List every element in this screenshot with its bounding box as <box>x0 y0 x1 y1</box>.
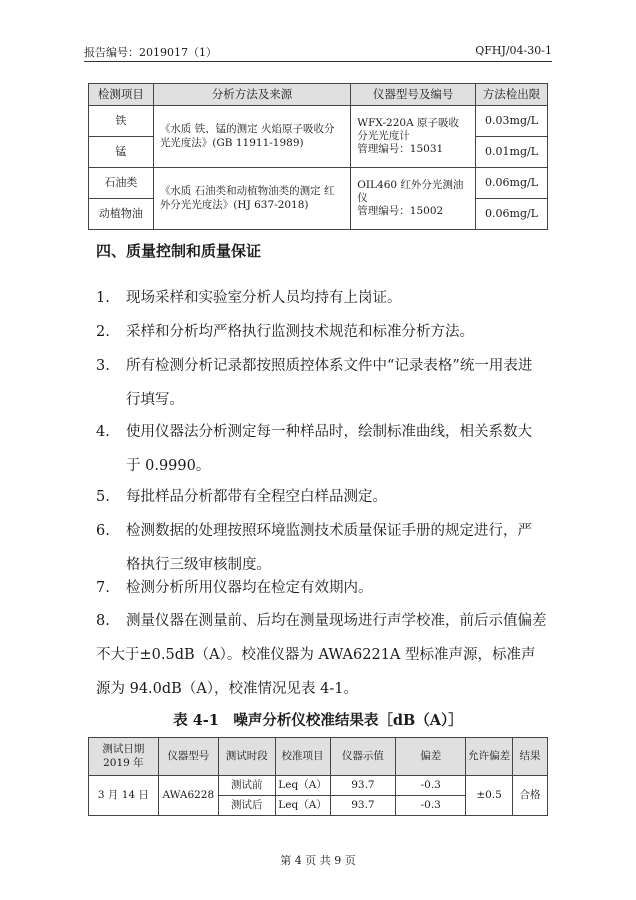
deviation: -0.3 <box>396 796 466 816</box>
page-number: 第 4 页 共 9 页 <box>280 854 356 867</box>
list-item-text: 使用仪器法分析测定每一种样品时，绘制标准曲线，相关系数大于 0.9990。 <box>126 424 532 474</box>
detection-limit: 0.01mg/L <box>476 137 548 168</box>
instrument-model: OIL460 红外分光测油仪 <box>357 178 464 204</box>
instrument-id: 管理编号：15002 <box>357 205 444 218</box>
calibration-table-header <box>89 738 548 776</box>
section-title: 四、质量控制和质量保证 <box>96 242 262 260</box>
test-period: 测试后 <box>218 796 275 816</box>
test-period: 测试前 <box>218 776 275 796</box>
detection-limit: 0.03mg/L <box>476 106 548 137</box>
method-source: 《水质 铁、锰的测定 火焰原子吸收分光光度法》(GB 11911-1989) <box>153 106 350 168</box>
list-item-number: 2. <box>96 324 110 340</box>
instrument-cell <box>351 168 476 230</box>
col-header-item: 校准项目 <box>275 738 330 776</box>
list-item <box>96 604 548 706</box>
list-item-number: 8. <box>96 613 110 629</box>
list-item-number: 1. <box>96 290 110 306</box>
list-item-number: 3. <box>96 358 110 374</box>
col-header-period: 测试时段 <box>218 738 275 776</box>
col-header-allowed: 允许偏差 <box>466 738 513 776</box>
test-item: 铁 <box>89 106 154 137</box>
deviation: -0.3 <box>396 776 466 796</box>
table-row <box>89 776 548 796</box>
col-header-limit: 方法检出限 <box>476 84 548 106</box>
list-item-text: 现场采样和实验室分析人员均持有上岗证。 <box>126 290 402 306</box>
col-header-deviation: 偏差 <box>396 738 466 776</box>
test-item: 动植物油 <box>89 199 154 230</box>
col-header-method: 分析方法及来源 <box>153 84 350 106</box>
instrument-model: WFX-220A 原子吸收分光光度计 <box>357 116 459 142</box>
detection-limit: 0.06mg/L <box>476 168 548 199</box>
result: 合格 <box>513 776 548 816</box>
method-table <box>88 83 548 230</box>
col-header-item: 检测项目 <box>89 84 154 106</box>
detection-limit: 0.06mg/L <box>476 199 548 230</box>
list-item-number: 5. <box>96 489 110 505</box>
list-item-text: 采样和分析均严格执行监测技术规范和标准分析方法。 <box>126 324 474 340</box>
col-header-result: 结果 <box>513 738 548 776</box>
list-item-text: 检测数据的处理按照环境监测技术质量保证手册的规定进行，严格执行三级审核制度。 <box>126 523 532 573</box>
instrument-model: AWA6228 <box>158 776 218 816</box>
col-header-model: 仪器型号 <box>158 738 218 776</box>
calibration-item: Leq（A） <box>275 796 330 816</box>
test-item: 锰 <box>89 137 154 168</box>
list-item-number: 7. <box>96 580 110 596</box>
test-date: 3 月 14 日 <box>89 776 159 816</box>
list-item-number: 4. <box>96 424 110 440</box>
test-item: 石油类 <box>89 168 154 199</box>
method-table-header <box>89 84 548 106</box>
table-caption: 表 4-1 噪声分析仪校准结果表［dB（A）］ <box>173 712 463 729</box>
allowed-deviation: ±0.5 <box>466 776 513 816</box>
col-header-date: 测试日期 2019 年 <box>89 738 159 776</box>
page-header <box>84 44 552 62</box>
list-item-text: 每批样品分析都带有全程空白样品测定。 <box>126 489 387 505</box>
instrument-value: 93.7 <box>330 796 396 816</box>
col-header-instrument: 仪器型号及编号 <box>351 84 476 106</box>
list-item-text: 检测分析所用仪器均在检定有效期内。 <box>126 580 373 596</box>
list-item-number: 6. <box>96 523 110 539</box>
calibration-item: Leq（A） <box>275 776 330 796</box>
instrument-id: 管理编号：15031 <box>357 143 444 156</box>
table-row <box>89 106 548 137</box>
report-number: 报告编号：2019017（1） <box>84 46 217 59</box>
table-row <box>89 168 548 199</box>
list-item-text: 所有检测分析记录都按照质控体系文件中“记录表格”统一用表进行填写。 <box>126 358 533 408</box>
instrument-cell <box>351 106 476 168</box>
method-source: 《水质 石油类和动植物油类的测定 红外分光光度法》(HJ 637-2018) <box>153 168 350 230</box>
instrument-value: 93.7 <box>330 776 396 796</box>
col-header-value: 仪器示值 <box>330 738 396 776</box>
calibration-table <box>88 737 548 816</box>
document-code: QFHJ/04-30-1 <box>475 44 552 57</box>
list-item-text: 测量仪器在测量前、后均在测量现场进行声学校准，前后示值偏差不大于±0.5dB（A）。校准仪器为 AWA6221A 型标准声源，标准声源为 94.0dB（A），校准情况见表 4-1。 <box>96 613 547 697</box>
